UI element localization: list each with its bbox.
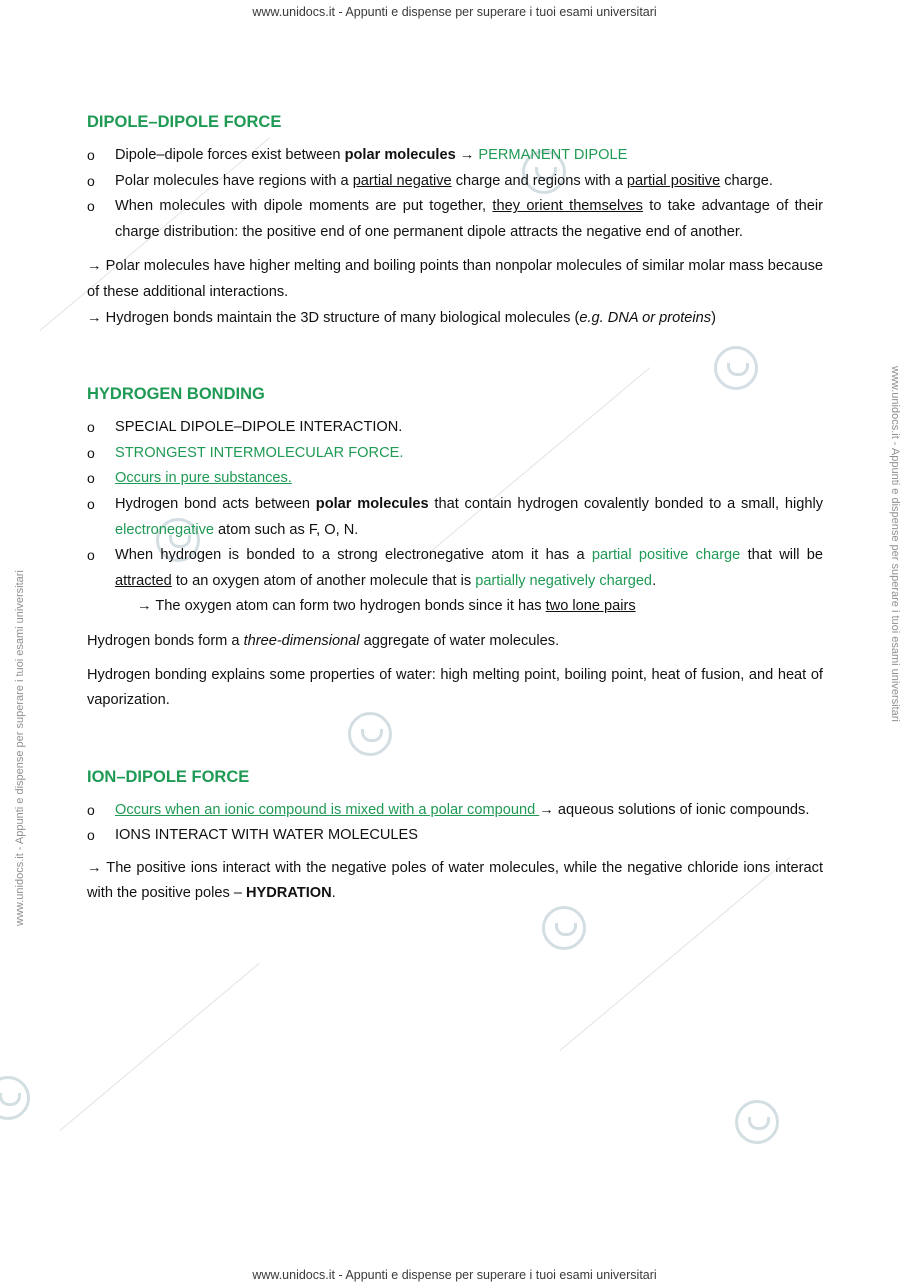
section-title-dipole-dipole: DIPOLE–DIPOLE FORCE [87, 113, 282, 131]
list-item: o SPECIAL DIPOLE–DIPOLE INTERACTION. [87, 415, 823, 441]
paragraph: Hydrogen bonds form a three-dimensional aggregate of water molecules. [87, 632, 560, 649]
list-item: o IONS INTERACT WITH WATER MOLECULES [87, 823, 823, 849]
watermark-left: www.unidocs.it - Appunti e dispense per superare i tuoi esami universitari [14, 570, 26, 926]
paragraph: → Polar molecules have higher melting and boiling points than nonpolar molecules of similar molar mass because of these additional interactions. [87, 258, 823, 300]
list-item: o Occurs in pure substances. [87, 466, 823, 492]
arrow-icon: → [87, 258, 102, 275]
section-title-hydrogen-bonding: HYDROGEN BONDING [87, 385, 265, 404]
watermark-top: www.unidocs.it - Appunti e dispense per superare i tuoi esami universitari [252, 5, 657, 19]
section-title-ion-dipole: ION–DIPOLE FORCE [87, 767, 250, 786]
list-item: o Occurs when an ionic compound is mixed with a polar compound → aqueous solutions of ionic compounds. [87, 798, 823, 824]
bullet-icon: o [87, 147, 95, 163]
list-item: o Polar molecules have regions with a partial negative charge and regions with a partial positive charge. [87, 169, 823, 195]
bullet-icon: o [87, 419, 95, 436]
watermark-stroke [60, 963, 260, 1131]
arrow-icon: → [137, 598, 152, 615]
bullet-icon: o [87, 470, 95, 487]
watermark-logo-icon [542, 906, 586, 950]
arrow-icon: → [87, 309, 102, 326]
sub-note: → The oxygen atom can form two hydrogen bonds since it has two lone pairs [137, 598, 636, 615]
watermark-logo-icon [0, 1076, 30, 1120]
paragraph: → The positive ions interact with the negative poles of water molecules, while the negative chloride ions interact with the positive poles – HYDRATION. [87, 859, 823, 902]
dipole-dipole-list [87, 143, 823, 245]
bullet-icon: o [87, 801, 95, 818]
bullet-icon: o [87, 198, 95, 215]
watermark-logo-icon [735, 1100, 779, 1144]
hydrogen-bonding-list [87, 415, 823, 620]
bullet-icon: o [87, 444, 95, 461]
bullet-icon: o [87, 495, 95, 512]
bullet-icon: o [87, 827, 95, 844]
arrow-icon: → [87, 859, 102, 876]
ion-dipole-list [87, 798, 823, 849]
document-body [87, 110, 823, 907]
paragraph: Hydrogen bonding explains some properties of water: high melting point, boiling point, heat of fusion, and heat of vaporization. [87, 666, 823, 709]
bullet-icon: o [87, 172, 95, 189]
bullet-icon: o [87, 547, 95, 564]
list-item: o When molecules with dipole moments are put together, they orient themselves to take advantage of their charge distribution: the positive end of one permanent dipole attracts the negative end of another. [87, 194, 823, 245]
paragraph: → Hydrogen bonds maintain the 3D structure of many biological molecules (e.g. DNA or proteins) [87, 309, 716, 326]
list-item: o Dipole–dipole forces exist between polar molecules → PERMANENT DIPOLE [87, 143, 823, 169]
watermark-right: www.unidocs.it - Appunti e dispense per superare i tuoi esami universitari [889, 366, 901, 722]
list-item: o Hydrogen bond acts between polar molecules that contain hydrogen covalently bonded to a small, highly electronegative atom such as F, O, N. [87, 492, 823, 543]
list-item: o When hydrogen is bonded to a strong electronegative atom it has a partial positive charge that will be attracted to an oxygen atom of another molecule that is partially negatively charged. → The oxygen atom can form two hydrogen bonds since it has two lone pairs [87, 543, 823, 620]
watermark-bottom: www.unidocs.it - Appunti e dispense per superare i tuoi esami universitari [252, 1268, 657, 1282]
list-item: o STRONGEST INTERMOLECULAR FORCE. [87, 441, 823, 467]
